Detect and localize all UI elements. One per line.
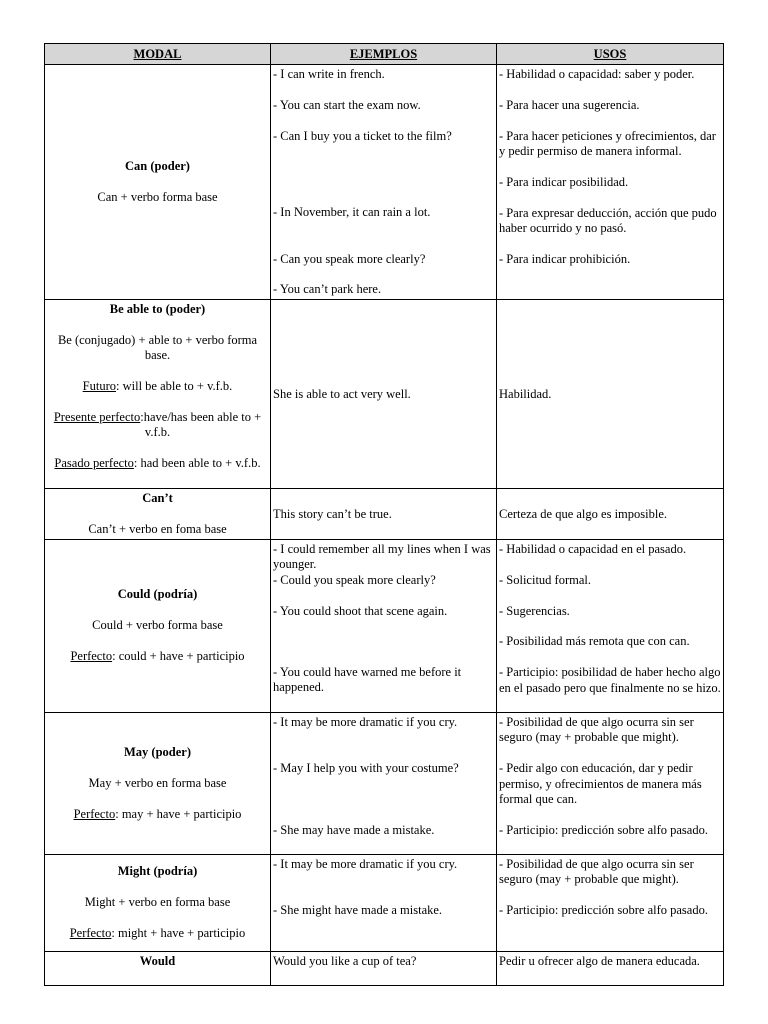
header-modal: MODAL	[45, 44, 271, 65]
perfecto-line	[51, 926, 264, 941]
perfecto-line	[51, 807, 264, 822]
perfecto-text: : could + have + participio	[112, 649, 245, 664]
modal-might	[45, 854, 271, 951]
examples-can	[271, 65, 497, 300]
header-row	[45, 44, 724, 65]
modal-can	[45, 65, 271, 300]
use-item: - Participio: predicción sobre alfo pasado.	[499, 822, 708, 837]
use-item: - Pedir algo con educación, dar y pedir permiso, y ofrecimientos de manera más formal que can.	[499, 761, 702, 806]
example-item: - She may have made a mistake.	[273, 822, 435, 837]
modal-title: May (poder)	[124, 744, 191, 759]
uses-cant	[497, 488, 724, 539]
futuro-text: : will be able to + v.f.b.	[116, 378, 233, 393]
row-can	[45, 65, 724, 300]
modal-formula: Can + verbo forma base	[97, 189, 218, 204]
header-ejemplos: EJEMPLOS	[271, 44, 497, 65]
examples-be-able-to	[271, 299, 497, 488]
uses-may	[497, 712, 724, 854]
use-item: - Habilidad o capacidad en el pasado.	[499, 541, 687, 556]
use-item: - Solicitud formal.	[499, 572, 591, 587]
examples-would	[271, 951, 497, 985]
use-item: Habilidad.	[499, 386, 552, 401]
presente-perfecto-label: Presente perfecto	[53, 409, 141, 424]
modal-may	[45, 712, 271, 854]
use-item: - Para indicar posibilidad.	[499, 174, 629, 189]
modal-formula: May + verbo en forma base	[88, 775, 227, 790]
row-might	[45, 854, 724, 951]
header-usos: USOS	[497, 44, 724, 65]
uses-might	[497, 854, 724, 951]
modal-cant	[45, 488, 271, 539]
uses-can	[497, 65, 724, 300]
modal-formula: Be (conjugado) + able to + verbo forma base.	[57, 332, 258, 362]
perfecto-line	[51, 649, 264, 664]
use-item: Certeza de que algo es imposible.	[499, 506, 667, 521]
modal-title: Could (podría)	[117, 587, 198, 602]
uses-would	[497, 951, 724, 985]
use-item: - Para expresar deducción, acción que pudo haber ocurrido y no pasó.	[499, 205, 717, 235]
example-item: - You can’t park here.	[273, 282, 382, 297]
example-item: Would you like a cup of tea?	[273, 953, 417, 968]
perfecto-text: : may + have + participio	[115, 806, 242, 821]
modal-title: Can (poder)	[125, 158, 190, 173]
use-item: - Posibilidad de que algo ocurra sin ser seguro (may + probable que might).	[499, 856, 694, 887]
futuro-label: Futuro	[82, 378, 117, 393]
use-item: - Posibilidad más remota que con can.	[499, 634, 690, 649]
modal-formula: Can’t + verbo en foma base	[88, 521, 227, 536]
example-item: - I can write in french.	[273, 67, 385, 81]
examples-could	[271, 539, 497, 712]
pasado-perfecto-label: Pasado perfecto	[54, 455, 134, 470]
example-item: - Can you speak more clearly?	[273, 251, 426, 266]
perfecto-text: : might + have + participio	[111, 926, 246, 941]
example-item: - Can I buy you a ticket to the film?	[273, 128, 452, 143]
row-cant	[45, 488, 724, 539]
example-item: She is able to act very well.	[273, 386, 411, 401]
modal-formula: Might + verbo en forma base	[84, 895, 231, 910]
use-item: - Participio: posibilidad de haber hecho algo en el pasado pero que finalmente no se hizo.	[499, 665, 721, 695]
presente-perfecto-line	[51, 410, 264, 441]
example-item: - In November, it can rain a lot.	[273, 205, 431, 220]
modal-could	[45, 539, 271, 712]
futuro-line	[51, 379, 264, 394]
modal-would	[45, 951, 271, 985]
modal-formula: Could + verbo forma base	[92, 618, 223, 633]
uses-be-able-to	[497, 299, 724, 488]
row-would	[45, 951, 724, 985]
example-item: - She might have made a mistake.	[273, 903, 443, 918]
example-item: - It may be more dramatic if you cry.	[273, 856, 458, 871]
example-item: - I could remember all my lines when I was younger.	[273, 541, 491, 572]
uses-could	[497, 539, 724, 712]
use-item: Pedir u ofrecer algo de manera educada.	[499, 953, 700, 968]
perfecto-label: Perfecto	[69, 926, 112, 941]
perfecto-label: Perfecto	[70, 649, 113, 664]
example-item: This story can’t be true.	[273, 506, 392, 521]
use-item: - Para indicar prohibición.	[499, 251, 631, 266]
use-item: - Habilidad o capacidad: saber y poder.	[499, 67, 695, 81]
perfecto-label: Perfecto	[73, 806, 116, 821]
use-item: - Para hacer peticiones y ofrecimientos, dar y pedir permiso de manera informal.	[499, 128, 716, 158]
modal-title: Would	[139, 953, 176, 968]
use-item: - Participio: predicción sobre alfo pasado.	[499, 903, 708, 918]
example-item: - You could shoot that scene again.	[273, 603, 448, 618]
modal-title: Might (podría)	[117, 864, 198, 879]
row-may	[45, 712, 724, 854]
examples-may	[271, 712, 497, 854]
modal-be-able-to	[45, 299, 271, 488]
examples-might	[271, 854, 497, 951]
modals-table	[44, 43, 724, 986]
example-item: - It may be more dramatic if you cry.	[273, 714, 458, 729]
use-item: - Para hacer una sugerencia.	[499, 97, 640, 112]
presente-perfecto-text: :have/has been able to + v.f.b.	[140, 409, 262, 439]
use-item: - Posibilidad de que algo ocurra sin ser seguro (may + probable que might).	[499, 714, 694, 745]
example-item: - May I help you with your costume?	[273, 761, 459, 776]
pasado-perfecto-text: : had been able to + v.f.b.	[133, 455, 261, 470]
example-item: - You can start the exam now.	[273, 97, 421, 112]
example-item: - Could you speak more clearly?	[273, 572, 436, 587]
row-could	[45, 539, 724, 712]
modal-title: Be able to (poder)	[109, 301, 206, 316]
modals-document	[44, 43, 723, 986]
pasado-perfecto-line	[51, 456, 264, 471]
example-item: - You could have warned me before it happened.	[273, 665, 462, 695]
examples-cant	[271, 488, 497, 539]
use-item: - Sugerencias.	[499, 603, 570, 618]
row-be-able-to	[45, 299, 724, 488]
modal-title: Can’t	[142, 490, 173, 505]
